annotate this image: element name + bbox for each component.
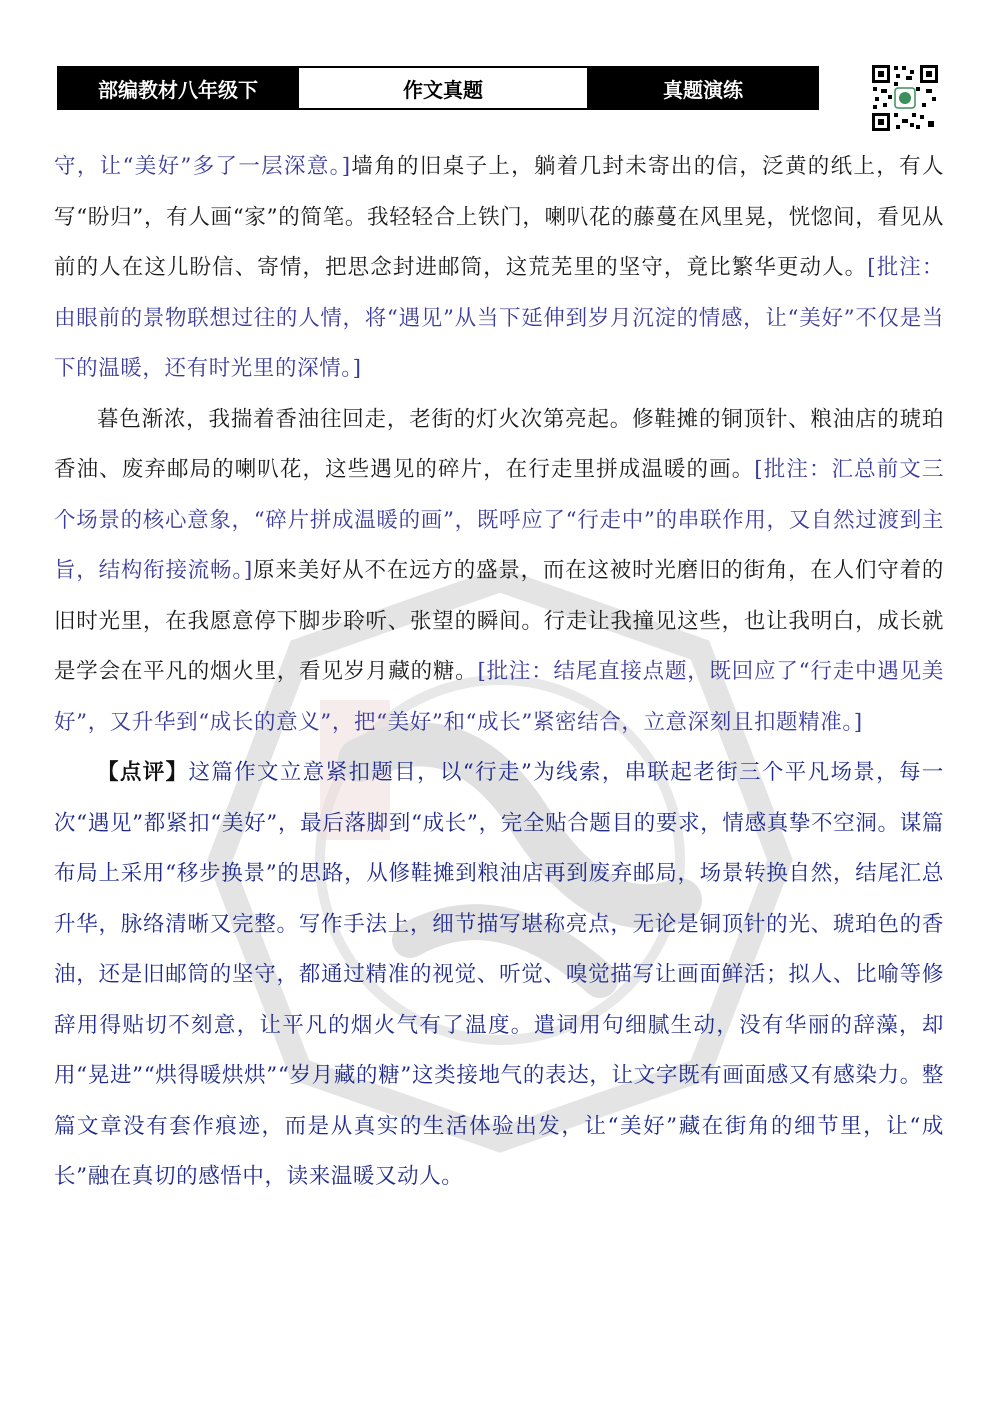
essay-text: 暮色渐浓，我揣着香油往回走，老街的灯火次第亮起。修鞋摊的铜顶针、粮油店的琥珀香油、废弃邮局的喇叭花，这些遇见的碎片，在行走里拼成温暖的画。: [54, 406, 944, 482]
header-section-label: 真题演练: [589, 68, 817, 108]
essay-text: 墙角的旧桌子上，躺着几封未寄出的信，泛黄的纸上，有人写“盼归”，有人画“家”的简笔。我轻轻合上铁门，喇叭花的藤蔓在风里晃，恍惚间，看见从前的人在这儿盼信、寄情，把思念封进邮筒，这荒芜里的坚守，竟比繁华更动人。: [54, 154, 945, 280]
review-paragraph: [54, 748, 944, 1203]
annotation: 守，让“美好”多了一层深意。]: [54, 154, 351, 179]
review-text: 这篇作文立意紧扣题目，以“行走”为线索，串联起老街三个平凡场景，每一次“遇见”都紧扣“美好”，最后落脚到“成长”，完全贴合题目的要求，情感真挚不空洞。谋篇布局上采用“移步换景”的思路，从修鞋摊到粮油店再到废弃邮局，场景转换自然，结尾汇总升华，脉络清晰又完整。写作手法上，细节描写堪称亮点，无论是铜顶针的光、琥珀色的香油，还是旧邮筒的坚守，都通过精准的视觉、听觉、嗅觉描写让画面鲜活；拟人、比喻等修辞用得贴切不刻意，让平凡的烟火气有了温度。遣词用句细腻生动，没有华丽的辞藻，却用“晃进”“烘得暖烘烘”“岁月藏的糖”这类接地气的表达，让文字既有画面感又有感染力。整篇文章没有套作痕迹，而是从真实的生活体验出发，让“美好”藏在街角的细节里，让“成长”融在真切的感悟中，读来温暖又动人。: [54, 760, 944, 1189]
essay-body: [54, 142, 944, 1203]
paragraph-continuation: [54, 142, 944, 395]
header-bar: [57, 66, 819, 110]
annotation: [批注：汇总前文三个场景的核心意象，“碎片拼成温暖的画”，既呼应了“行走中”的串联作用，又自然过渡到主旨，结构衔接流畅。]: [54, 457, 944, 583]
annotation: [批注：由眼前的景物联想过往的人情，将“遇见”从当下延伸到岁月沉淀的情感，让“美好”不仅是当下的温暖，还有时光里的深情。]: [54, 255, 944, 381]
paragraph-ending: [54, 395, 944, 749]
header-grade-label: 部编教材八年级下: [59, 68, 297, 108]
qr-code-icon: [870, 63, 940, 133]
header-title: 作文真题: [297, 68, 589, 108]
review-label: 【点评】: [97, 760, 189, 785]
annotation: [批注：结尾直接点题，既回应了“行走中遇见美好”，又升华到“成长的意义”，把“美好”和“成长”紧密结合，立意深刻且扣题精准。]: [54, 659, 944, 735]
essay-text: 原来美好从不在远方的盛景，而在这被时光磨旧的街角，在人们守着的旧时光里，在我愿意停下脚步聆听、张望的瞬间。行走让我撞见这些，也让我明白，成长就是学会在平凡的烟火里，看见岁月藏的糖。: [54, 558, 944, 684]
